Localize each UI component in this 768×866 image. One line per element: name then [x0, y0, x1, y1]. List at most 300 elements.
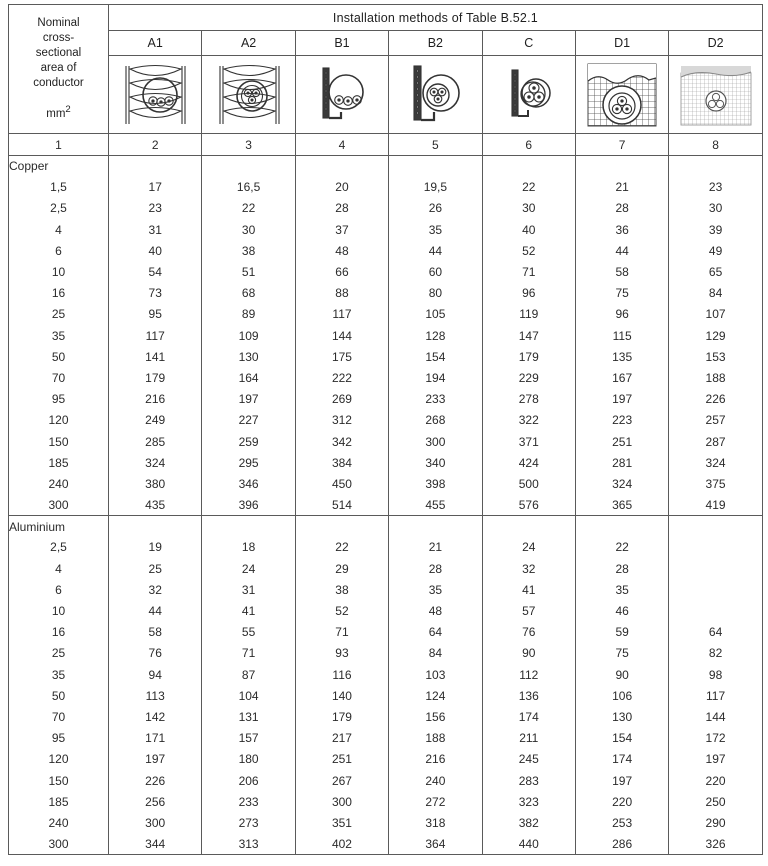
current-value-b2: 124 — [389, 685, 482, 706]
current-value-b1: 351 — [295, 812, 388, 833]
current-value-a2: 68 — [202, 283, 295, 304]
current-value-a2: 164 — [202, 367, 295, 388]
conductor-size: 6 — [9, 579, 109, 600]
column-number-3: 3 — [202, 134, 295, 156]
current-value-c: 112 — [482, 664, 575, 685]
current-value-d2: 144 — [669, 706, 762, 727]
current-value-b1: 222 — [295, 367, 388, 388]
current-value-b1: 20 — [295, 177, 388, 198]
conductor-size: 240 — [9, 812, 109, 833]
current-value-b1: 116 — [295, 664, 388, 685]
conductor-size: 2,5 — [9, 198, 109, 219]
current-value-b2: 60 — [389, 261, 482, 282]
current-value-d1: 154 — [575, 728, 668, 749]
header-column-number-row — [9, 134, 763, 156]
table-row — [9, 664, 763, 685]
wall-surface-cable-icon — [483, 60, 575, 130]
diagram-cell-d1 — [575, 56, 668, 134]
table-row — [9, 812, 763, 833]
current-value-a1: 95 — [109, 304, 202, 325]
conductor-size: 35 — [9, 664, 109, 685]
current-value-b1: 66 — [295, 261, 388, 282]
current-value-d1: 90 — [575, 664, 668, 685]
header-diagram-row — [9, 56, 763, 134]
current-value-d2: 287 — [669, 431, 762, 452]
conductor-size: 185 — [9, 791, 109, 812]
conductor-size: 16 — [9, 283, 109, 304]
current-value-b2: 103 — [389, 664, 482, 685]
table-row — [9, 325, 763, 346]
current-value-b2: 35 — [389, 219, 482, 240]
table-row — [9, 770, 763, 791]
method-code-b1: B1 — [295, 31, 388, 56]
current-value-a2: 313 — [202, 834, 295, 855]
conductor-size: 4 — [9, 219, 109, 240]
material-row-spacer — [575, 516, 668, 537]
current-value-d1: 28 — [575, 198, 668, 219]
current-value-a1: 31 — [109, 219, 202, 240]
current-value-a1: 216 — [109, 389, 202, 410]
current-value-d1: 75 — [575, 283, 668, 304]
diagram-cell-d2 — [669, 56, 762, 134]
current-value-d2: 326 — [669, 834, 762, 855]
conductor-size: 240 — [9, 473, 109, 494]
current-value-a2: 30 — [202, 219, 295, 240]
material-row-spacer — [669, 516, 762, 537]
current-value-a1: 73 — [109, 283, 202, 304]
material-row-spacer — [295, 516, 388, 537]
current-value-a1: 324 — [109, 452, 202, 473]
conductor-size: 185 — [9, 452, 109, 473]
current-value-d2: 129 — [669, 325, 762, 346]
current-value-d1: 253 — [575, 812, 668, 833]
current-value-d2: 65 — [669, 261, 762, 282]
current-value-c: 440 — [482, 834, 575, 855]
current-value-b1: 384 — [295, 452, 388, 473]
current-value-b2: 44 — [389, 240, 482, 261]
current-value-b2: 240 — [389, 770, 482, 791]
current-value-c: 245 — [482, 749, 575, 770]
current-value-d1: 28 — [575, 558, 668, 579]
material-row-spacer — [575, 156, 668, 177]
conductor-size: 4 — [9, 558, 109, 579]
current-value-d1: 251 — [575, 431, 668, 452]
current-value-a2: 16,5 — [202, 177, 295, 198]
column-number-1: 1 — [9, 134, 109, 156]
column-number-8: 8 — [669, 134, 762, 156]
current-value-d2: 84 — [669, 283, 762, 304]
current-value-a2: 227 — [202, 410, 295, 431]
table-row — [9, 643, 763, 664]
material-row-spacer — [109, 156, 202, 177]
table-row — [9, 558, 763, 579]
current-value-b2: 455 — [389, 495, 482, 516]
current-value-b2: 154 — [389, 346, 482, 367]
current-value-b2: 156 — [389, 706, 482, 727]
current-value-b2: 340 — [389, 452, 482, 473]
material-row-spacer — [669, 156, 762, 177]
conductor-size: 120 — [9, 410, 109, 431]
current-value-c: 32 — [482, 558, 575, 579]
current-value-a1: 40 — [109, 240, 202, 261]
conductor-size: 25 — [9, 304, 109, 325]
current-value-b2: 233 — [389, 389, 482, 410]
current-value-a1: 380 — [109, 473, 202, 494]
current-value-b2: 128 — [389, 325, 482, 346]
material-row-spacer — [202, 516, 295, 537]
current-value-b2: 318 — [389, 812, 482, 833]
current-value-b2: 364 — [389, 834, 482, 855]
current-value-c: 71 — [482, 261, 575, 282]
direct-buried-icon — [669, 59, 761, 131]
table-row — [9, 389, 763, 410]
current-value-a2: 104 — [202, 685, 295, 706]
current-value-c: 323 — [482, 791, 575, 812]
current-value-c: 179 — [482, 346, 575, 367]
current-value-d2: 250 — [669, 791, 762, 812]
current-value-d1: 44 — [575, 240, 668, 261]
current-value-d2: 226 — [669, 389, 762, 410]
current-value-a2: 273 — [202, 812, 295, 833]
column-number-7: 7 — [575, 134, 668, 156]
current-value-b1: 342 — [295, 431, 388, 452]
current-value-c: 174 — [482, 706, 575, 727]
current-value-a2: 51 — [202, 261, 295, 282]
current-value-a2: 41 — [202, 600, 295, 621]
current-value-d1: 223 — [575, 410, 668, 431]
current-value-a2: 180 — [202, 749, 295, 770]
conductor-size: 50 — [9, 346, 109, 367]
current-value-a1: 23 — [109, 198, 202, 219]
current-value-d1: 324 — [575, 473, 668, 494]
current-value-a1: 300 — [109, 812, 202, 833]
current-value-d2: 197 — [669, 749, 762, 770]
current-value-a1: 171 — [109, 728, 202, 749]
current-value-b2: 188 — [389, 728, 482, 749]
current-value-a2: 396 — [202, 495, 295, 516]
conductor-size: 16 — [9, 622, 109, 643]
method-code-d2: D2 — [669, 31, 762, 56]
current-value-d1: 220 — [575, 791, 668, 812]
current-value-a1: 197 — [109, 749, 202, 770]
current-value-b1: 514 — [295, 495, 388, 516]
nominal-line-5: conductor — [33, 77, 84, 90]
conductor-size: 150 — [9, 431, 109, 452]
table-row — [9, 834, 763, 855]
current-value-c: 371 — [482, 431, 575, 452]
current-value-a2: 131 — [202, 706, 295, 727]
material-row-spacer — [482, 516, 575, 537]
current-value-b1: 269 — [295, 389, 388, 410]
current-value-d1: 59 — [575, 622, 668, 643]
current-value-d2: 375 — [669, 473, 762, 494]
current-value-b2: 80 — [389, 283, 482, 304]
current-value-d2 — [669, 579, 762, 600]
current-value-a1: 344 — [109, 834, 202, 855]
table-row — [9, 431, 763, 452]
material-label-row — [9, 516, 763, 537]
current-value-d2: 172 — [669, 728, 762, 749]
method-code-b2: B2 — [389, 31, 482, 56]
method-code-a1: A1 — [109, 31, 202, 56]
current-value-a2: 109 — [202, 325, 295, 346]
current-value-a2: 31 — [202, 579, 295, 600]
current-value-b2: 84 — [389, 643, 482, 664]
current-value-d2: 107 — [669, 304, 762, 325]
current-value-d1: 365 — [575, 495, 668, 516]
method-code-a2: A2 — [202, 31, 295, 56]
current-value-a1: 25 — [109, 558, 202, 579]
material-row-spacer — [109, 516, 202, 537]
current-value-b1: 300 — [295, 791, 388, 812]
current-value-b1: 267 — [295, 770, 388, 791]
current-value-d1: 58 — [575, 261, 668, 282]
current-value-c: 576 — [482, 495, 575, 516]
conductor-size: 25 — [9, 643, 109, 664]
current-value-a2: 130 — [202, 346, 295, 367]
table-row — [9, 283, 763, 304]
current-value-a2: 22 — [202, 198, 295, 219]
current-value-c: 41 — [482, 579, 575, 600]
table-row — [9, 219, 763, 240]
current-value-a2: 206 — [202, 770, 295, 791]
conductor-size: 300 — [9, 495, 109, 516]
current-value-b1: 22 — [295, 537, 388, 558]
current-value-c: 57 — [482, 600, 575, 621]
current-value-b2: 272 — [389, 791, 482, 812]
current-value-d2 — [669, 600, 762, 621]
current-value-a1: 117 — [109, 325, 202, 346]
conductor-size: 1,5 — [9, 177, 109, 198]
current-value-b1: 29 — [295, 558, 388, 579]
conductor-size: 2,5 — [9, 537, 109, 558]
current-value-a1: 76 — [109, 643, 202, 664]
table-row — [9, 579, 763, 600]
material-row-spacer — [482, 156, 575, 177]
current-value-d2: 220 — [669, 770, 762, 791]
current-value-b1: 93 — [295, 643, 388, 664]
table-header — [9, 5, 763, 156]
current-value-c: 52 — [482, 240, 575, 261]
table-row — [9, 791, 763, 812]
current-value-a1: 44 — [109, 600, 202, 621]
insulated-wall-single-core-icon — [109, 60, 201, 130]
table-row — [9, 537, 763, 558]
nominal-area-header — [9, 5, 109, 134]
current-value-b2: 268 — [389, 410, 482, 431]
current-value-d2: 324 — [669, 452, 762, 473]
table-row — [9, 749, 763, 770]
current-value-a2: 89 — [202, 304, 295, 325]
table-row — [9, 410, 763, 431]
current-value-a1: 285 — [109, 431, 202, 452]
table-row — [9, 304, 763, 325]
current-value-d2: 257 — [669, 410, 762, 431]
current-value-d1: 286 — [575, 834, 668, 855]
current-value-b1: 28 — [295, 198, 388, 219]
material-row-spacer — [295, 156, 388, 177]
material-row-spacer — [389, 156, 482, 177]
current-value-d1: 130 — [575, 706, 668, 727]
current-value-c: 22 — [482, 177, 575, 198]
current-value-d2: 188 — [669, 367, 762, 388]
current-value-a2: 18 — [202, 537, 295, 558]
current-value-d1: 75 — [575, 643, 668, 664]
table-row — [9, 452, 763, 473]
conductor-size: 150 — [9, 770, 109, 791]
current-value-b2: 21 — [389, 537, 482, 558]
current-value-d1: 135 — [575, 346, 668, 367]
current-value-a2: 295 — [202, 452, 295, 473]
current-value-c: 424 — [482, 452, 575, 473]
current-value-a1: 94 — [109, 664, 202, 685]
current-value-a1: 54 — [109, 261, 202, 282]
conductor-size: 10 — [9, 261, 109, 282]
current-value-d1: 167 — [575, 367, 668, 388]
material-row-spacer — [202, 156, 295, 177]
current-value-a1: 141 — [109, 346, 202, 367]
current-value-b1: 175 — [295, 346, 388, 367]
current-value-a1: 256 — [109, 791, 202, 812]
diagram-cell-b1 — [295, 56, 388, 134]
current-value-b1: 402 — [295, 834, 388, 855]
current-value-a2: 55 — [202, 622, 295, 643]
current-value-d2: 419 — [669, 495, 762, 516]
material-label: Copper — [9, 156, 109, 177]
current-value-b1: 140 — [295, 685, 388, 706]
current-value-d2: 30 — [669, 198, 762, 219]
table-row — [9, 495, 763, 516]
nominal-line-3: sectional — [35, 47, 82, 60]
current-value-c: 147 — [482, 325, 575, 346]
current-value-d2: 82 — [669, 643, 762, 664]
current-value-b2: 300 — [389, 431, 482, 452]
current-value-c: 382 — [482, 812, 575, 833]
conductor-size: 70 — [9, 367, 109, 388]
current-value-d1: 36 — [575, 219, 668, 240]
current-value-b2: 105 — [389, 304, 482, 325]
current-value-c: 24 — [482, 537, 575, 558]
current-value-a2: 24 — [202, 558, 295, 579]
current-value-b1: 71 — [295, 622, 388, 643]
current-value-c: 283 — [482, 770, 575, 791]
table-row — [9, 240, 763, 261]
current-value-c: 30 — [482, 198, 575, 219]
current-value-d2: 64 — [669, 622, 762, 643]
table-row — [9, 706, 763, 727]
current-value-b2: 398 — [389, 473, 482, 494]
current-value-d2: 117 — [669, 685, 762, 706]
current-value-a1: 249 — [109, 410, 202, 431]
current-value-c: 90 — [482, 643, 575, 664]
current-value-d1: 46 — [575, 600, 668, 621]
current-value-b1: 179 — [295, 706, 388, 727]
current-value-c: 322 — [482, 410, 575, 431]
current-value-d1: 197 — [575, 770, 668, 791]
table-body — [9, 156, 763, 855]
current-value-d1: 22 — [575, 537, 668, 558]
current-value-b2: 19,5 — [389, 177, 482, 198]
table-row — [9, 346, 763, 367]
current-value-a1: 226 — [109, 770, 202, 791]
current-value-d1: 96 — [575, 304, 668, 325]
current-value-b2: 26 — [389, 198, 482, 219]
current-value-a1: 142 — [109, 706, 202, 727]
current-value-b1: 312 — [295, 410, 388, 431]
current-value-a1: 19 — [109, 537, 202, 558]
column-number-5: 5 — [389, 134, 482, 156]
nominal-unit: $mm^2$ — [46, 104, 71, 120]
diagram-cell-a2 — [202, 56, 295, 134]
current-value-b1: 251 — [295, 749, 388, 770]
current-value-a1: 113 — [109, 685, 202, 706]
column-number-4: 4 — [295, 134, 388, 156]
table-row — [9, 367, 763, 388]
conductor-size: 35 — [9, 325, 109, 346]
current-value-d1: 174 — [575, 749, 668, 770]
current-value-a1: 32 — [109, 579, 202, 600]
current-value-b2: 64 — [389, 622, 482, 643]
current-value-d1: 21 — [575, 177, 668, 198]
current-value-a1: 17 — [109, 177, 202, 198]
diagram-cell-a1 — [109, 56, 202, 134]
conductor-size: 6 — [9, 240, 109, 261]
column-number-2: 2 — [109, 134, 202, 156]
conductor-size: 10 — [9, 600, 109, 621]
method-code-d1: D1 — [575, 31, 668, 56]
insulated-wall-multi-core-icon — [202, 60, 294, 130]
current-value-b2: 216 — [389, 749, 482, 770]
current-value-b1: 144 — [295, 325, 388, 346]
conductor-size: 70 — [9, 706, 109, 727]
current-value-c: 229 — [482, 367, 575, 388]
current-value-a2: 346 — [202, 473, 295, 494]
current-value-d1: 35 — [575, 579, 668, 600]
table-row — [9, 177, 763, 198]
nominal-line-2: cross- — [42, 32, 75, 45]
diagram-cell-b2 — [389, 56, 482, 134]
wall-conduit-single-core-icon — [296, 60, 388, 130]
current-value-a2: 38 — [202, 240, 295, 261]
current-value-d1: 106 — [575, 685, 668, 706]
current-value-b1: 450 — [295, 473, 388, 494]
current-value-a2: 233 — [202, 791, 295, 812]
current-value-a1: 58 — [109, 622, 202, 643]
conductor-size: 300 — [9, 834, 109, 855]
current-value-c: 76 — [482, 622, 575, 643]
conductor-size: 50 — [9, 685, 109, 706]
material-label: Aluminium — [9, 516, 109, 537]
current-value-d2: 23 — [669, 177, 762, 198]
current-value-d2 — [669, 558, 762, 579]
current-value-d2: 98 — [669, 664, 762, 685]
current-value-a1: 435 — [109, 495, 202, 516]
current-value-d2 — [669, 537, 762, 558]
current-value-a2: 87 — [202, 664, 295, 685]
current-value-d2: 290 — [669, 812, 762, 833]
conductor-size: 95 — [9, 389, 109, 410]
current-value-d2: 39 — [669, 219, 762, 240]
current-value-c: 96 — [482, 283, 575, 304]
table-row — [9, 261, 763, 282]
table-row — [9, 600, 763, 621]
current-value-a2: 197 — [202, 389, 295, 410]
header-title-row — [9, 5, 763, 31]
current-value-b1: 48 — [295, 240, 388, 261]
table-row — [9, 728, 763, 749]
column-number-6: 6 — [482, 134, 575, 156]
current-value-c: 136 — [482, 685, 575, 706]
